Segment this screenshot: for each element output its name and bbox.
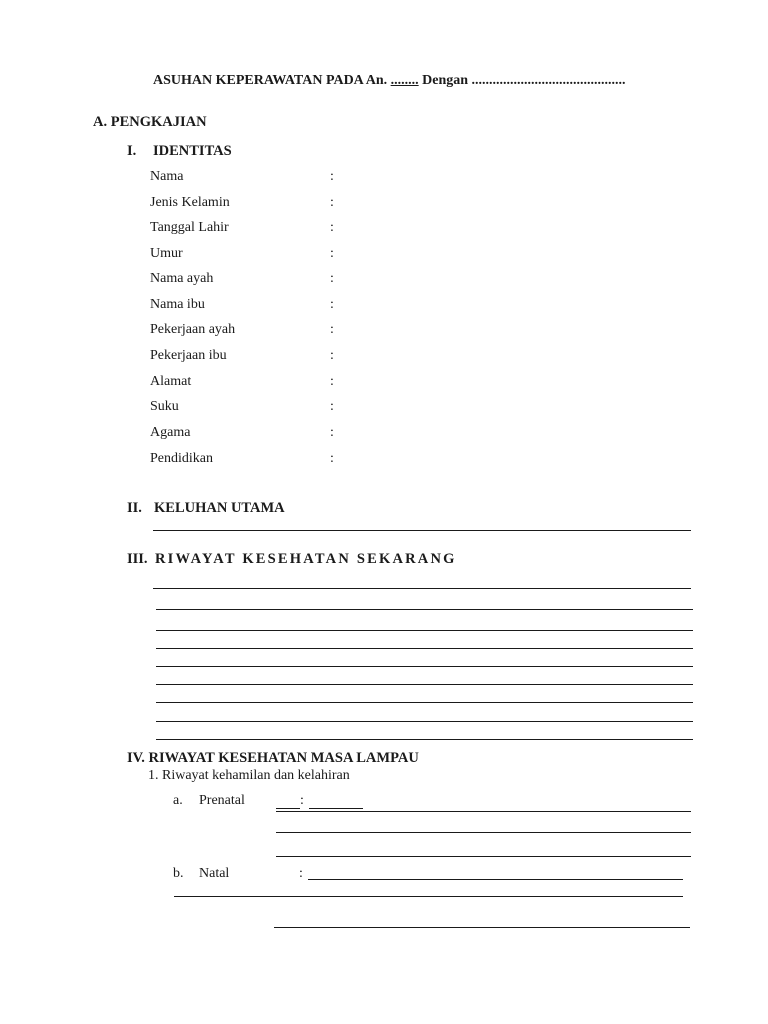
keluhan-number: II. [127,500,142,516]
identitas-field-colon: : [330,271,334,286]
riwayat-sekarang-number: III. [127,551,148,567]
identitas-field-label: Pendidikan [150,451,213,466]
prenatal-underline-lead [276,808,300,809]
riwayat-kehamilan-subheading: 1. Riwayat kehamilan dan kelahiran [148,768,350,783]
identitas-field-label: Pekerjaan ibu [150,348,227,363]
riwayat-sekarang-answer-line[interactable] [156,721,693,722]
keluhan-heading: KELUHAN UTAMA [154,500,285,516]
identitas-field-label: Suku [150,399,179,414]
prenatal-short-line[interactable] [309,808,363,809]
identitas-field-label: Nama [150,169,184,184]
identitas-field-colon: : [330,246,334,261]
identitas-field-label: Alamat [150,374,192,389]
prenatal-label-letter: a. [173,793,183,808]
identitas-field-colon: : [330,297,334,312]
identitas-field-label: Nama ibu [150,297,205,312]
identitas-field-colon: : [330,322,334,337]
riwayat-sekarang-answer-line[interactable] [156,739,693,740]
riwayat-lampau-heading: IV. RIWAYAT KESEHATAN MASA LAMPAU [127,750,419,766]
identitas-field-colon: : [330,399,334,414]
title-dots-name: ........ [390,73,419,88]
natal-label-letter: b. [173,866,184,881]
identitas-heading: IDENTITAS [153,143,232,159]
identitas-field-colon: : [330,195,334,210]
identitas-field-colon: : [330,374,334,389]
identitas-field-colon: : [330,220,334,235]
natal-colon: : [299,866,303,881]
prenatal-label: Prenatal [199,793,245,808]
riwayat-sekarang-answer-line[interactable] [156,702,693,703]
title-middle: Dengan [418,73,472,88]
prenatal-colon: : [300,793,304,808]
identitas-field-label: Pekerjaan ayah [150,322,236,337]
identitas-field-colon: : [330,425,334,440]
identitas-field-label: Agama [150,425,191,440]
document-title [153,73,626,89]
identitas-field-label: Nama ayah [150,271,214,286]
riwayat-sekarang-answer-line[interactable] [156,684,693,685]
riwayat-sekarang-answer-line[interactable] [156,609,693,610]
title-prefix: ASUHAN KEPERAWATAN PADA An. [153,73,391,88]
prenatal-answer-line-1[interactable] [276,811,691,812]
identitas-field-colon: : [330,169,334,184]
riwayat-sekarang-answer-line[interactable] [156,648,693,649]
natal-label: Natal [199,866,230,881]
riwayat-sekarang-answer-line[interactable] [156,666,693,667]
identitas-number: I. [127,143,137,159]
riwayat-sekarang-answer-line[interactable] [153,588,691,589]
natal-answer-line-3[interactable] [274,927,690,928]
section-a-heading: A. PENGKAJIAN [93,114,207,130]
natal-answer-line-2[interactable] [174,896,683,897]
identitas-field-label: Tanggal Lahir [150,220,229,235]
riwayat-sekarang-heading: RIWAYAT KESEHATAN SEKARANG [155,551,457,567]
identitas-field-colon: : [330,348,334,363]
prenatal-answer-line-3[interactable] [276,856,691,857]
title-dots-diagnosis: ............................................ [471,73,626,88]
prenatal-answer-line-2[interactable] [276,832,691,833]
natal-answer-line-1[interactable] [308,879,683,880]
keluhan-answer-line[interactable] [153,530,691,531]
identitas-field-label: Umur [150,246,183,261]
riwayat-sekarang-answer-line[interactable] [156,630,693,631]
identitas-field-colon: : [330,451,334,466]
identitas-field-label: Jenis Kelamin [150,195,230,210]
